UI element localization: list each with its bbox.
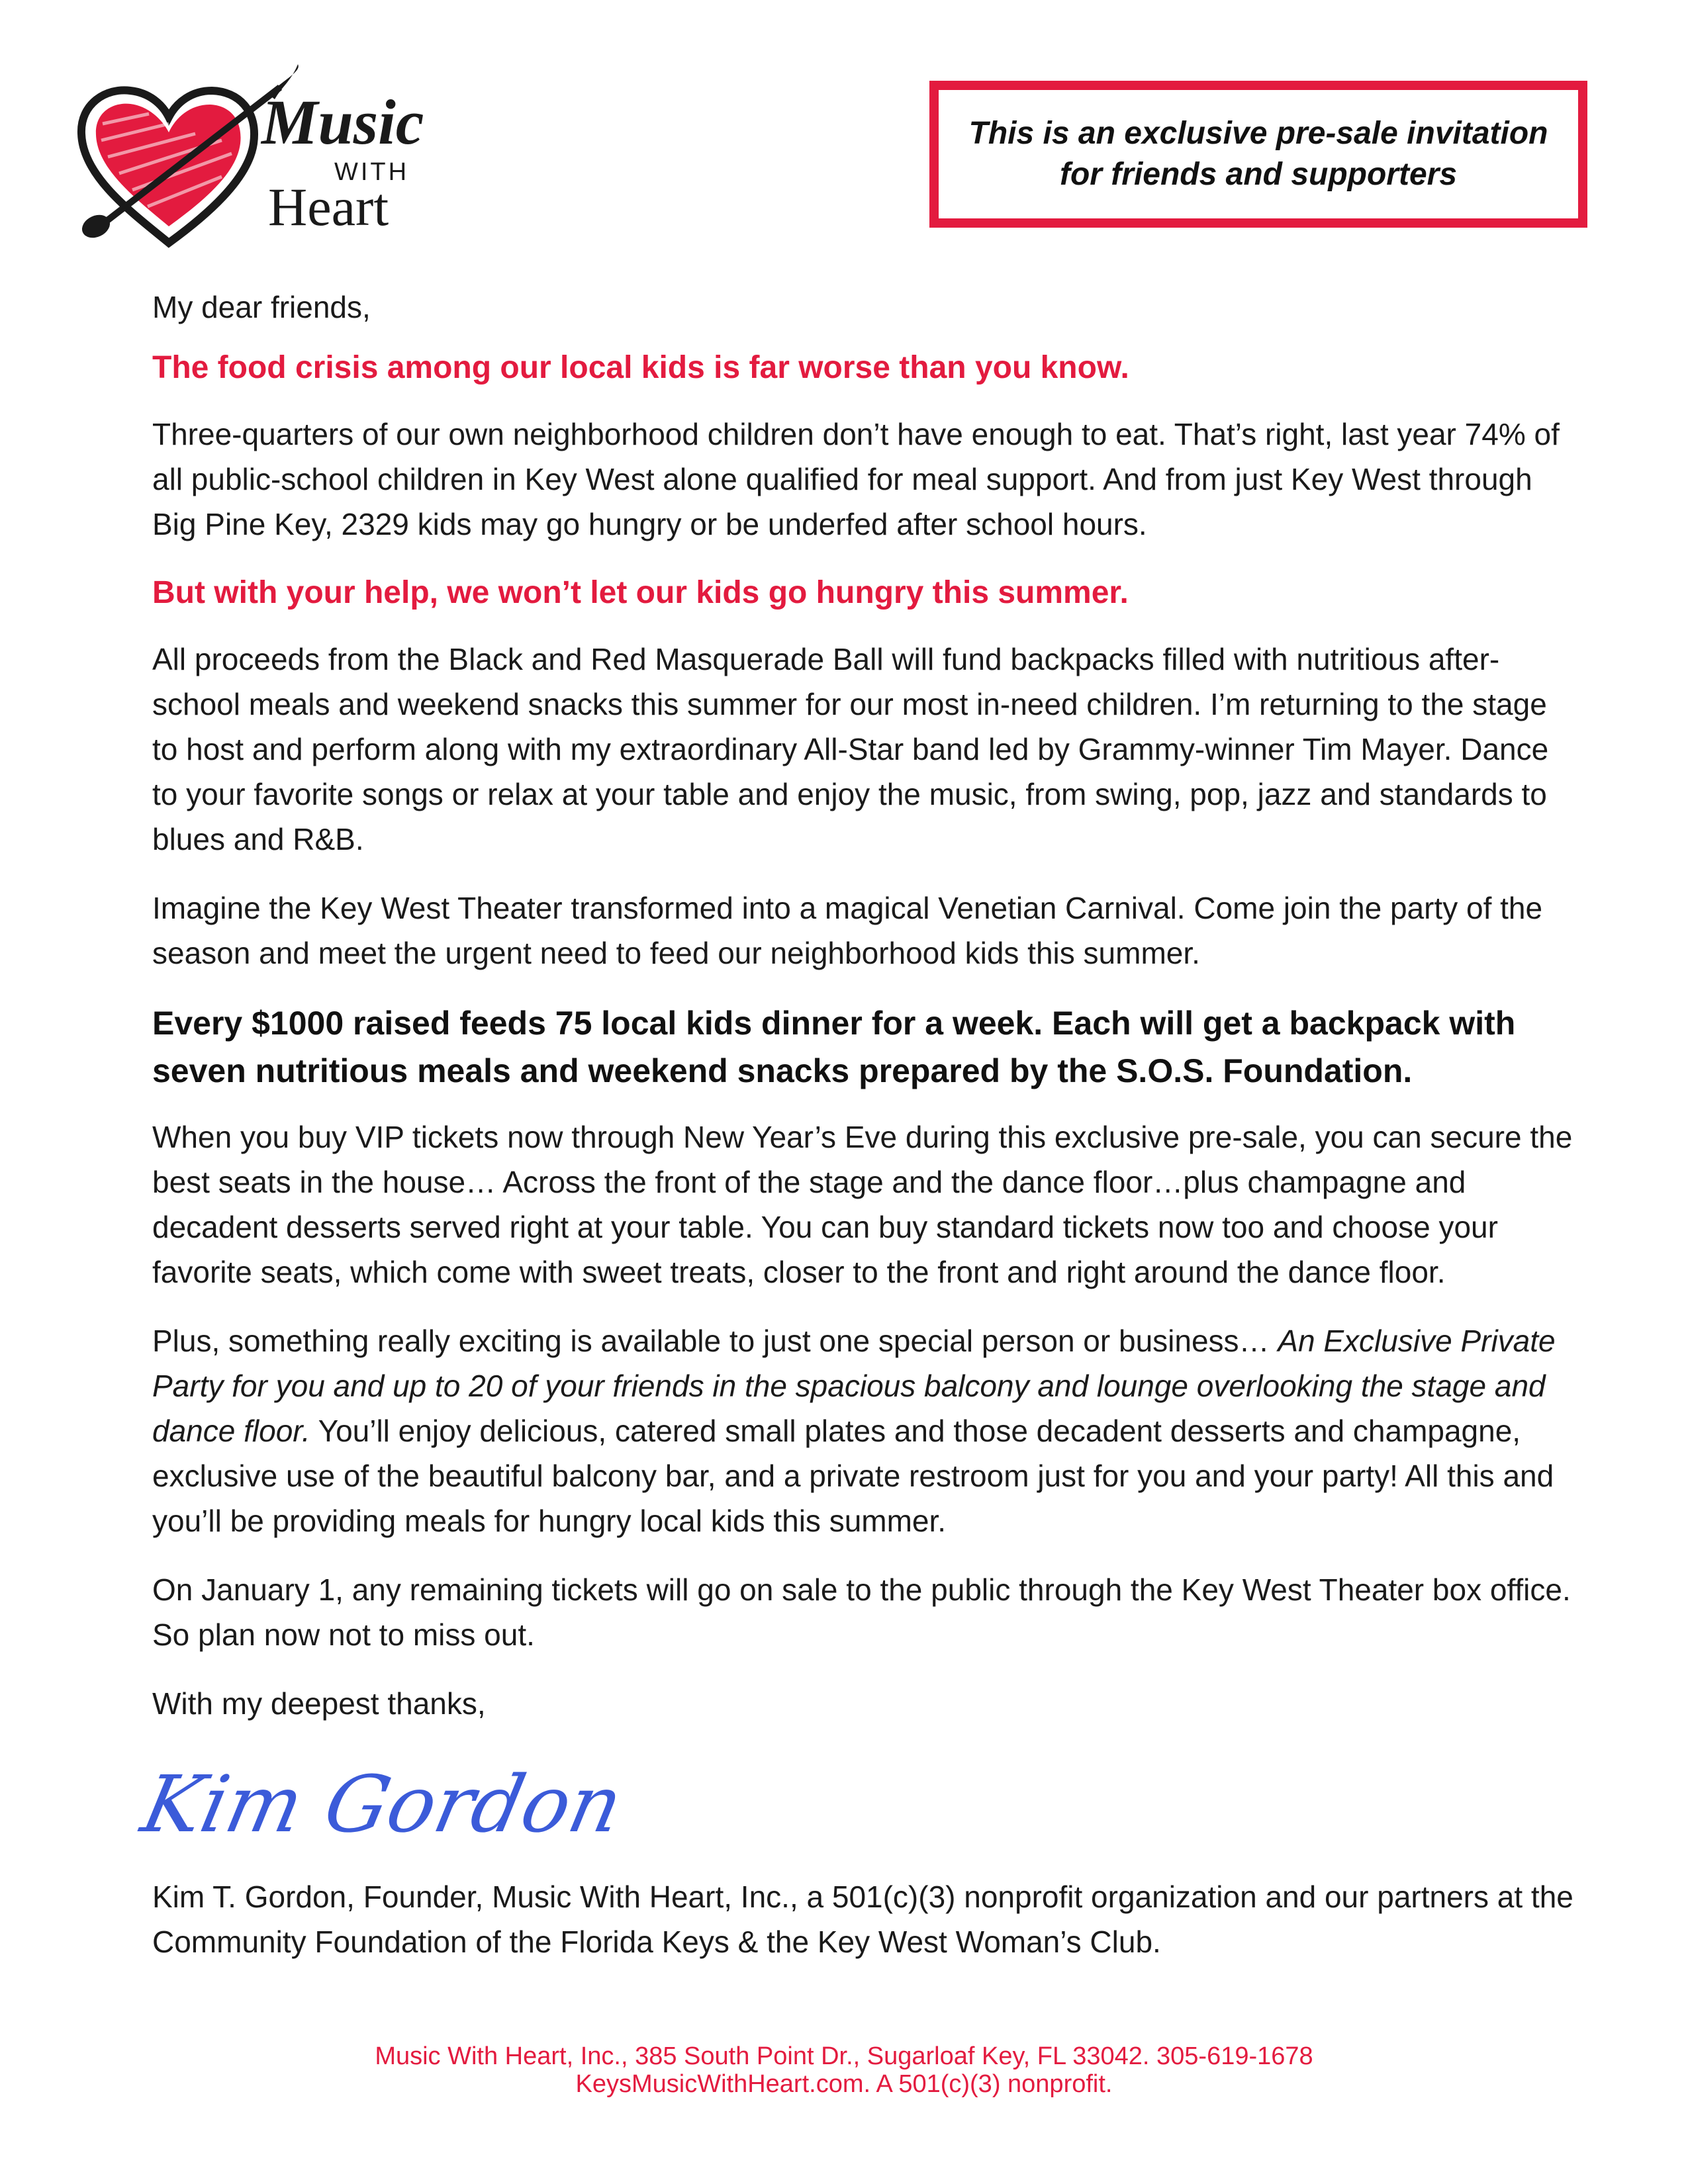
paragraph-impact: Every $1000 raised feeds 75 local kids dinner for a week. Each will get a backpack with seven nutritious meals and weekend snacks prepared by the S.O.S. Foundation. (152, 1005, 1516, 1089)
paragraph-masquerade-ball: All proceeds from the Black and Red Masquerade Ball will fund backpacks filled with nutritious after-school meals and weekend snacks this summer for our most in-need children. I’m returning to the stage to host and perform along with my extraordinary All-Star band led by Grammy-winner Tim Mayer. Dance to your favorite songs or relax at your table and enjoy the music, from swing, pop, jazz and standards to blues and R&B. (152, 642, 1549, 856)
signoff: Kim T. Gordon, Founder, Music With Heart, Inc., a 501(c)(3) nonprofit organization and our partners at the Community Foundation of the Florida Keys & the Key West Woman’s Club. (152, 1880, 1573, 1959)
private-party-intro: Plus, something really exciting is available to just one special person or business… (152, 1324, 1278, 1358)
private-party-details: You’ll enjoy delicious, catered small plates and those decadent desserts and champagne, exclusive use of the beautiful balcony bar, and a private restroom just for you and your party! All this and you’ll be providing meals for hungry local kids this summer. (152, 1414, 1554, 1538)
signature-text: Kim Gordon (134, 1759, 630, 1850)
heading-food-crisis: The food crisis among our local kids is far worse than you know. (152, 350, 1129, 385)
logo-word-heart: Heart (268, 177, 389, 237)
logo-word-with: WITH (334, 158, 410, 186)
letter-body (134, 285, 1575, 1988)
paragraph-private-party (152, 1318, 1575, 1543)
heading-your-help: But with your help, we won’t let our kids go hungry this summer. (152, 575, 1129, 610)
exclusive-invitation-box (929, 81, 1587, 228)
logo-word-music: Music (261, 87, 424, 158)
closing: With my deepest thanks, (152, 1686, 486, 1721)
footer-address: Music With Heart, Inc., 385 South Point Dr., Sugarloaf Key, FL 33042. 305-619-1678 (375, 2042, 1313, 2070)
music-with-heart-logo (70, 61, 453, 259)
heart-with-music-note-icon (70, 61, 453, 259)
greeting: My dear friends, (152, 290, 371, 324)
invitation-line-1: This is an exclusive pre-sale invitation (968, 116, 1548, 151)
private-party-offer: An Exclusive Private Party for you and up to 20 of your friends in the spacious balcony and lounge overlooking the stage and dance floor. (152, 1324, 1556, 1448)
handwritten-signature (134, 1735, 1575, 1874)
footer-contact (0, 2042, 1688, 2098)
invitation-line-2: for friends and supporters (1059, 157, 1458, 192)
paragraph-venetian-carnival: Imagine the Key West Theater transformed into a magical Venetian Carnival. Come join the party of the season and meet the urgent need to feed our neighborhood kids this summer. (152, 891, 1543, 970)
paragraph-statistics: Three-quarters of our own neighborhood children don’t have enough to eat. That’s right, last year 74% of all public-school children in Key West alone qualified for meal support. And from just Key West through Big Pine Key, 2329 kids may go hungry or be underfed after school hours. (152, 417, 1560, 541)
paragraph-vip-tickets: When you buy VIP tickets now through New Year’s Eve during this exclusive pre-sale, you can secure the best seats in the house… Across the front of the stage and the dance floor…plus champagne and decadent desserts served right at your table. You can buy standard tickets now too and choose your favorite seats, which come with sweet treats, closer to the front and right around the dance floor. (152, 1120, 1573, 1289)
footer-website: KeysMusicWithHeart.com. A 501(c)(3) nonprofit. (575, 2070, 1113, 2098)
paragraph-public-sale: On January 1, any remaining tickets will go on sale to the public through the Key West Theater box office. So plan now not to miss out. (152, 1572, 1571, 1652)
